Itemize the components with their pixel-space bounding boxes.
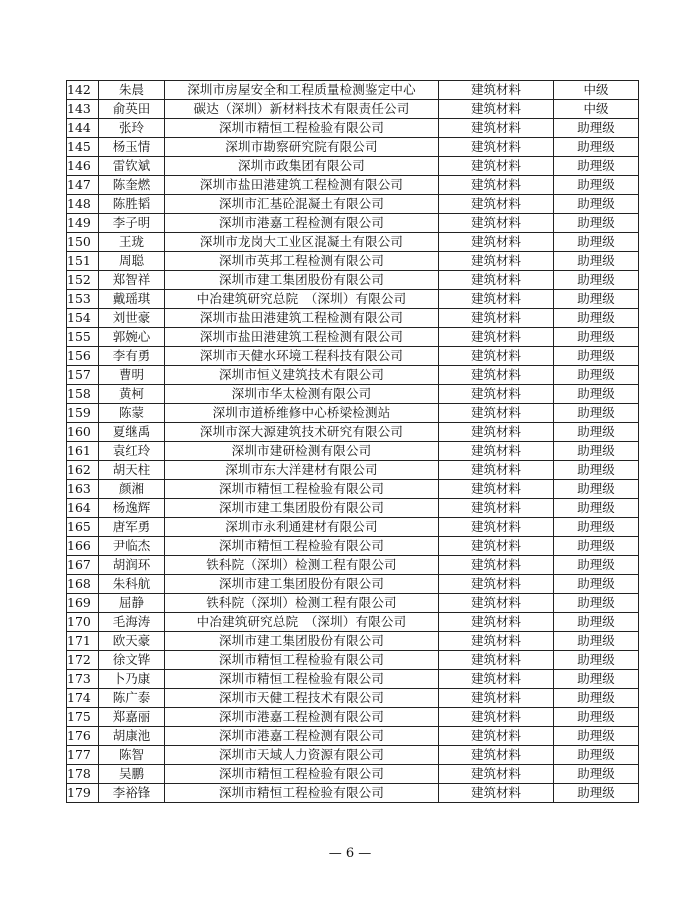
row-number-cell: 161 [67, 442, 99, 461]
roster-table [66, 80, 639, 803]
organization-cell: 深圳市汇基砼混凝土有限公司 [165, 195, 439, 214]
table-row [67, 442, 639, 461]
level-cell: 助理级 [554, 594, 639, 613]
specialty-cell: 建筑材料 [439, 195, 554, 214]
row-number-cell: 157 [67, 366, 99, 385]
specialty-cell: 建筑材料 [439, 271, 554, 290]
organization-cell: 中冶建筑研究总院 （深圳）有限公司 [165, 613, 439, 632]
row-number-cell: 174 [67, 689, 99, 708]
organization-cell: 深圳市精恒工程检验有限公司 [165, 765, 439, 784]
row-number-cell: 172 [67, 651, 99, 670]
table-row [67, 347, 639, 366]
organization-cell: 深圳市精恒工程检验有限公司 [165, 670, 439, 689]
name-cell: 陈蒙 [99, 404, 165, 423]
specialty-cell: 建筑材料 [439, 632, 554, 651]
name-cell: 曹明 [99, 366, 165, 385]
row-number-cell: 178 [67, 765, 99, 784]
table-row [67, 290, 639, 309]
level-cell: 助理级 [554, 765, 639, 784]
level-cell: 助理级 [554, 537, 639, 556]
table-row [67, 81, 639, 100]
table-row [67, 385, 639, 404]
table-row [67, 670, 639, 689]
row-number-cell: 169 [67, 594, 99, 613]
specialty-cell: 建筑材料 [439, 670, 554, 689]
organization-cell: 深圳市天域人力资源有限公司 [165, 746, 439, 765]
row-number-cell: 147 [67, 176, 99, 195]
name-cell: 杨逸辉 [99, 499, 165, 518]
organization-cell: 深圳市建工集团股份有限公司 [165, 271, 439, 290]
specialty-cell: 建筑材料 [439, 689, 554, 708]
table-row [67, 119, 639, 138]
name-cell: 陈智 [99, 746, 165, 765]
organization-cell: 深圳市建研检测有限公司 [165, 442, 439, 461]
organization-cell: 深圳市道桥维修中心桥梁检测站 [165, 404, 439, 423]
level-cell: 助理级 [554, 157, 639, 176]
organization-cell: 深圳市永利通建材有限公司 [165, 518, 439, 537]
level-cell: 助理级 [554, 784, 639, 803]
organization-cell: 深圳市盐田港建筑工程检测有限公司 [165, 176, 439, 195]
table-row [67, 480, 639, 499]
level-cell: 助理级 [554, 195, 639, 214]
specialty-cell: 建筑材料 [439, 100, 554, 119]
name-cell: 周聪 [99, 252, 165, 271]
table-row [67, 499, 639, 518]
specialty-cell: 建筑材料 [439, 138, 554, 157]
specialty-cell: 建筑材料 [439, 157, 554, 176]
organization-cell: 深圳市东大洋建材有限公司 [165, 461, 439, 480]
organization-cell: 深圳市华太检测有限公司 [165, 385, 439, 404]
name-cell: 李裕锋 [99, 784, 165, 803]
name-cell: 卜乃康 [99, 670, 165, 689]
specialty-cell: 建筑材料 [439, 309, 554, 328]
level-cell: 助理级 [554, 727, 639, 746]
level-cell: 助理级 [554, 499, 639, 518]
name-cell: 郑智祥 [99, 271, 165, 290]
organization-cell: 深圳市盐田港建筑工程检测有限公司 [165, 328, 439, 347]
name-cell: 李子明 [99, 214, 165, 233]
organization-cell: 深圳市深大源建筑技术研究有限公司 [165, 423, 439, 442]
level-cell: 助理级 [554, 119, 639, 138]
organization-cell: 深圳市龙岗大工业区混凝土有限公司 [165, 233, 439, 252]
name-cell: 杨玉情 [99, 138, 165, 157]
level-cell: 助理级 [554, 461, 639, 480]
organization-cell: 铁科院（深圳）检测工程有限公司 [165, 556, 439, 575]
level-cell: 助理级 [554, 518, 639, 537]
row-number-cell: 168 [67, 575, 99, 594]
row-number-cell: 165 [67, 518, 99, 537]
name-cell: 袁红玲 [99, 442, 165, 461]
specialty-cell: 建筑材料 [439, 176, 554, 195]
specialty-cell: 建筑材料 [439, 119, 554, 138]
row-number-cell: 159 [67, 404, 99, 423]
name-cell: 陈胜韬 [99, 195, 165, 214]
organization-cell: 深圳市英邦工程检测有限公司 [165, 252, 439, 271]
specialty-cell: 建筑材料 [439, 594, 554, 613]
specialty-cell: 建筑材料 [439, 252, 554, 271]
name-cell: 郭婉心 [99, 328, 165, 347]
table-row [67, 252, 639, 271]
organization-cell: 深圳市港嘉工程检测有限公司 [165, 727, 439, 746]
level-cell: 助理级 [554, 138, 639, 157]
row-number-cell: 177 [67, 746, 99, 765]
name-cell: 刘世豪 [99, 309, 165, 328]
row-number-cell: 176 [67, 727, 99, 746]
name-cell: 徐文铧 [99, 651, 165, 670]
table-row [67, 366, 639, 385]
organization-cell: 碳达（深圳）新材料技术有限责任公司 [165, 100, 439, 119]
organization-cell: 深圳市天健水环境工程科技有限公司 [165, 347, 439, 366]
specialty-cell: 建筑材料 [439, 385, 554, 404]
organization-cell: 深圳市精恒工程检验有限公司 [165, 784, 439, 803]
organization-cell: 深圳市建工集团股份有限公司 [165, 575, 439, 594]
table-row [67, 100, 639, 119]
name-cell: 欧天豪 [99, 632, 165, 651]
row-number-cell: 145 [67, 138, 99, 157]
name-cell: 胡天柱 [99, 461, 165, 480]
level-cell: 助理级 [554, 290, 639, 309]
row-number-cell: 152 [67, 271, 99, 290]
name-cell: 尹临杰 [99, 537, 165, 556]
table-row [67, 138, 639, 157]
name-cell: 张玲 [99, 119, 165, 138]
row-number-cell: 156 [67, 347, 99, 366]
level-cell: 助理级 [554, 347, 639, 366]
table-row [67, 518, 639, 537]
specialty-cell: 建筑材料 [439, 442, 554, 461]
specialty-cell: 建筑材料 [439, 480, 554, 499]
row-number-cell: 153 [67, 290, 99, 309]
table-row [67, 404, 639, 423]
roster-table-body [67, 81, 639, 803]
specialty-cell: 建筑材料 [439, 784, 554, 803]
level-cell: 助理级 [554, 442, 639, 461]
level-cell: 助理级 [554, 271, 639, 290]
table-row [67, 651, 639, 670]
name-cell: 俞英田 [99, 100, 165, 119]
name-cell: 吴鹏 [99, 765, 165, 784]
specialty-cell: 建筑材料 [439, 537, 554, 556]
specialty-cell: 建筑材料 [439, 765, 554, 784]
row-number-cell: 151 [67, 252, 99, 271]
level-cell: 助理级 [554, 328, 639, 347]
level-cell: 助理级 [554, 613, 639, 632]
row-number-cell: 166 [67, 537, 99, 556]
table-row [67, 461, 639, 480]
row-number-cell: 164 [67, 499, 99, 518]
level-cell: 中级 [554, 81, 639, 100]
row-number-cell: 144 [67, 119, 99, 138]
name-cell: 颜湘 [99, 480, 165, 499]
level-cell: 助理级 [554, 385, 639, 404]
level-cell: 助理级 [554, 404, 639, 423]
table-row [67, 575, 639, 594]
table-row [67, 328, 639, 347]
specialty-cell: 建筑材料 [439, 575, 554, 594]
table-row [67, 423, 639, 442]
name-cell: 屈静 [99, 594, 165, 613]
row-number-cell: 173 [67, 670, 99, 689]
page-number: — 6 — [328, 846, 372, 861]
name-cell: 王珑 [99, 233, 165, 252]
name-cell: 陈广泰 [99, 689, 165, 708]
table-row [67, 708, 639, 727]
level-cell: 助理级 [554, 556, 639, 575]
level-cell: 助理级 [554, 252, 639, 271]
row-number-cell: 167 [67, 556, 99, 575]
organization-cell: 深圳市港嘉工程检测有限公司 [165, 708, 439, 727]
row-number-cell: 155 [67, 328, 99, 347]
specialty-cell: 建筑材料 [439, 423, 554, 442]
row-number-cell: 170 [67, 613, 99, 632]
name-cell: 夏继禹 [99, 423, 165, 442]
level-cell: 助理级 [554, 233, 639, 252]
table-row [67, 689, 639, 708]
name-cell: 胡康池 [99, 727, 165, 746]
level-cell: 助理级 [554, 309, 639, 328]
specialty-cell: 建筑材料 [439, 613, 554, 632]
organization-cell: 深圳市建工集团股份有限公司 [165, 632, 439, 651]
row-number-cell: 175 [67, 708, 99, 727]
organization-cell: 深圳市政集团有限公司 [165, 157, 439, 176]
row-number-cell: 163 [67, 480, 99, 499]
organization-cell: 深圳市建工集团股份有限公司 [165, 499, 439, 518]
table-row [67, 271, 639, 290]
specialty-cell: 建筑材料 [439, 328, 554, 347]
level-cell: 助理级 [554, 366, 639, 385]
table-row [67, 537, 639, 556]
table-row [67, 746, 639, 765]
specialty-cell: 建筑材料 [439, 214, 554, 233]
name-cell: 雷钦斌 [99, 157, 165, 176]
table-row [67, 594, 639, 613]
organization-cell: 深圳市恒义建筑技术有限公司 [165, 366, 439, 385]
table-row [67, 214, 639, 233]
row-number-cell: 149 [67, 214, 99, 233]
level-cell: 助理级 [554, 575, 639, 594]
specialty-cell: 建筑材料 [439, 708, 554, 727]
organization-cell: 深圳市精恒工程检验有限公司 [165, 651, 439, 670]
table-row [67, 195, 639, 214]
specialty-cell: 建筑材料 [439, 518, 554, 537]
organization-cell: 深圳市天健工程技术有限公司 [165, 689, 439, 708]
table-row [67, 556, 639, 575]
name-cell: 郑嘉丽 [99, 708, 165, 727]
row-number-cell: 171 [67, 632, 99, 651]
specialty-cell: 建筑材料 [439, 499, 554, 518]
level-cell: 助理级 [554, 746, 639, 765]
row-number-cell: 150 [67, 233, 99, 252]
row-number-cell: 162 [67, 461, 99, 480]
organization-cell: 深圳市精恒工程检验有限公司 [165, 480, 439, 499]
level-cell: 助理级 [554, 708, 639, 727]
name-cell: 毛海涛 [99, 613, 165, 632]
organization-cell: 深圳市勘察研究院有限公司 [165, 138, 439, 157]
name-cell: 黄柯 [99, 385, 165, 404]
row-number-cell: 154 [67, 309, 99, 328]
level-cell: 助理级 [554, 423, 639, 442]
specialty-cell: 建筑材料 [439, 556, 554, 575]
specialty-cell: 建筑材料 [439, 290, 554, 309]
table-row [67, 309, 639, 328]
row-number-cell: 146 [67, 157, 99, 176]
level-cell: 助理级 [554, 176, 639, 195]
specialty-cell: 建筑材料 [439, 651, 554, 670]
name-cell: 朱科航 [99, 575, 165, 594]
level-cell: 助理级 [554, 689, 639, 708]
table-row [67, 765, 639, 784]
row-number-cell: 160 [67, 423, 99, 442]
table-row [67, 784, 639, 803]
level-cell: 助理级 [554, 480, 639, 499]
name-cell: 胡润环 [99, 556, 165, 575]
table-row [67, 233, 639, 252]
organization-cell: 深圳市房屋安全和工程质量检测鉴定中心 [165, 81, 439, 100]
row-number-cell: 148 [67, 195, 99, 214]
name-cell: 戴瑶琪 [99, 290, 165, 309]
specialty-cell: 建筑材料 [439, 727, 554, 746]
level-cell: 中级 [554, 100, 639, 119]
row-number-cell: 158 [67, 385, 99, 404]
organization-cell: 深圳市盐田港建筑工程检测有限公司 [165, 309, 439, 328]
table-row [67, 727, 639, 746]
level-cell: 助理级 [554, 651, 639, 670]
specialty-cell: 建筑材料 [439, 347, 554, 366]
table-row [67, 157, 639, 176]
table-row [67, 176, 639, 195]
specialty-cell: 建筑材料 [439, 366, 554, 385]
name-cell: 李有勇 [99, 347, 165, 366]
table-row [67, 613, 639, 632]
organization-cell: 深圳市精恒工程检验有限公司 [165, 537, 439, 556]
name-cell: 朱晨 [99, 81, 165, 100]
organization-cell: 深圳市港嘉工程检测有限公司 [165, 214, 439, 233]
row-number-cell: 142 [67, 81, 99, 100]
row-number-cell: 143 [67, 100, 99, 119]
organization-cell: 深圳市精恒工程检验有限公司 [165, 119, 439, 138]
level-cell: 助理级 [554, 632, 639, 651]
name-cell: 陈奎燃 [99, 176, 165, 195]
specialty-cell: 建筑材料 [439, 404, 554, 423]
organization-cell: 铁科院（深圳）检测工程有限公司 [165, 594, 439, 613]
table-row [67, 632, 639, 651]
specialty-cell: 建筑材料 [439, 461, 554, 480]
row-number-cell: 179 [67, 784, 99, 803]
specialty-cell: 建筑材料 [439, 746, 554, 765]
specialty-cell: 建筑材料 [439, 81, 554, 100]
level-cell: 助理级 [554, 670, 639, 689]
level-cell: 助理级 [554, 214, 639, 233]
specialty-cell: 建筑材料 [439, 233, 554, 252]
name-cell: 唐军勇 [99, 518, 165, 537]
organization-cell: 中冶建筑研究总院 （深圳）有限公司 [165, 290, 439, 309]
